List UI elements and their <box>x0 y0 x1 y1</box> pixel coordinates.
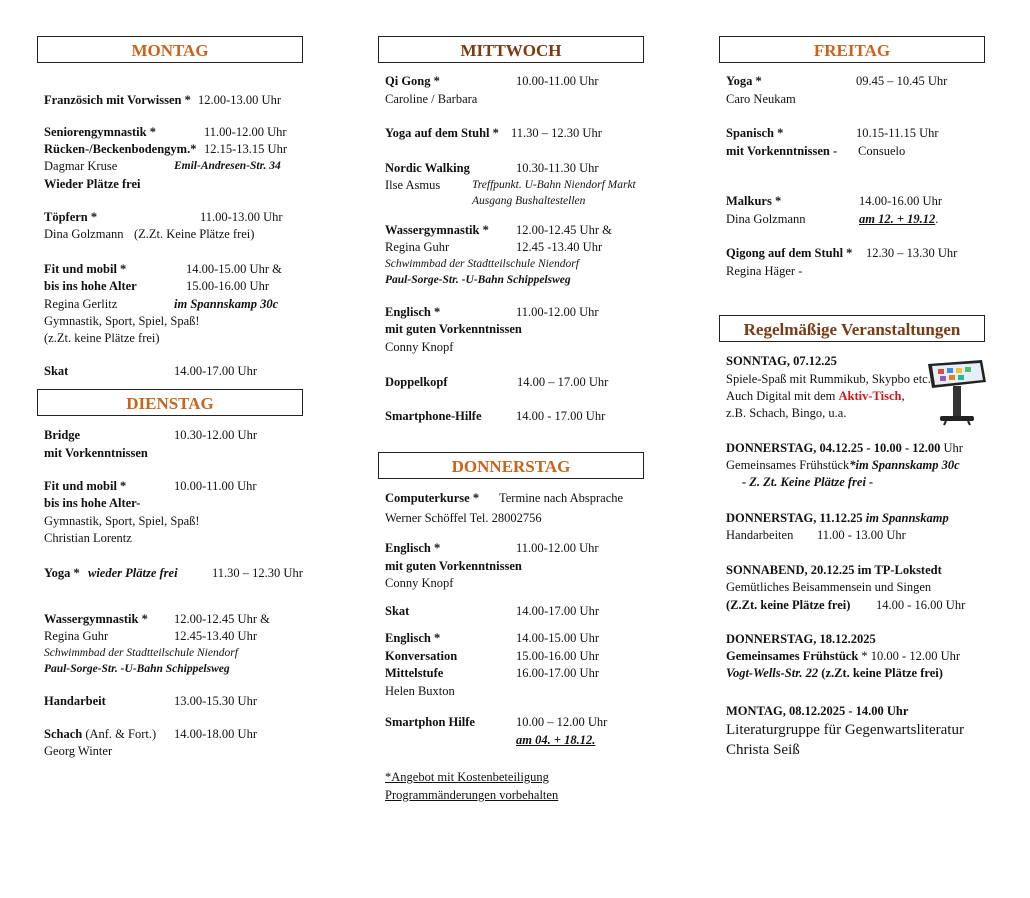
dienstag-bridge-time: 10.30-12.00 Uhr <box>174 428 257 442</box>
regel-e4-l2: (Z.Zt. keine Plätze frei) <box>726 598 851 612</box>
freitag-spanisch-sub: mit Vorkenntnissen - <box>726 144 838 158</box>
montag-senioren-note: Wieder Plätze frei <box>44 177 141 191</box>
dienstag-yoga-name: Yoga * <box>44 566 80 580</box>
montag-fit-leader: Regina Gerlitz <box>44 297 118 311</box>
mittwoch-nordic-name: Nordic Walking <box>385 161 470 175</box>
mittwoch-wasser-time1: 12.00-12.45 Uhr & <box>516 223 612 237</box>
montag-fit-time2: 15.00-16.00 Uhr <box>186 279 269 293</box>
dienstag-wasser-time1: 12.00-12.45 Uhr & <box>174 612 270 626</box>
regel-e1-l2a: Auch Digital mit dem <box>726 389 839 403</box>
donnerstag-englisch2-name2: Konversation <box>385 649 458 663</box>
mittwoch-englisch-time: 11.00-12.00 Uhr <box>516 305 599 319</box>
footer-kosten: *Angebot mit Kostenbeteiligung <box>385 770 549 784</box>
mittwoch-smartphone-name: Smartphone-Hilfe <box>385 409 482 423</box>
donnerstag-englisch2-time1: 14.00-15.00 Uhr <box>516 631 599 645</box>
mittwoch-englisch-sub: mit guten Vorkenntnissen <box>385 322 522 336</box>
donnerstag-englisch-name: Englisch * <box>385 541 441 555</box>
montag-senioren-leader: Dagmar Kruse <box>44 159 118 173</box>
montag-franzoesisch-time: 12.00-13.00 Uhr <box>198 93 281 107</box>
mittwoch-qigong-name: Qi Gong * <box>385 74 440 88</box>
dienstag-fit-name: Fit und mobil * <box>44 479 127 493</box>
dienstag-schach-extra: (Anf. & Fort.) <box>85 727 157 741</box>
dienstag-schach-leader: Georg Winter <box>44 744 113 758</box>
freitag-qigong-time: 12.30 – 13.30 Uhr <box>866 246 958 260</box>
header-mittwoch: MITTWOCH <box>378 36 644 63</box>
header-freitag: FREITAG <box>719 36 985 63</box>
montag-fit-name: Fit und mobil * <box>44 262 127 276</box>
header-dienstag: DIENSTAG <box>37 389 303 416</box>
freitag-yoga-leader: Caro Neukam <box>726 92 796 106</box>
mittwoch-wasser-place2: Paul-Sorge-Str. -U-Bahn Schippelsweg <box>385 274 571 286</box>
regel-e5-l1b: * 10.00 - 12.00 Uhr <box>858 649 961 663</box>
regel-e3-head: DONNERSTAG, 11.12.25 <box>726 511 863 525</box>
regel-e4-time: 14.00 - 16.00 Uhr <box>876 598 966 612</box>
header-donnerstag: DONNERSTAG <box>378 452 644 479</box>
montag-fit-name2: bis ins hohe Alter <box>44 279 137 293</box>
mittwoch-englisch-name: Englisch * <box>385 305 441 319</box>
montag-fit-time1: 14.00-15.00 Uhr & <box>186 262 282 276</box>
donnerstag-englisch2-time2: 15.00-16.00 Uhr <box>516 649 599 663</box>
regel-e2-l1 <box>726 457 960 474</box>
mittwoch-nordic-meet1: Treffpunkt. U-Bahn Niendorf Markt <box>472 179 636 191</box>
mittwoch-qigong-leader: Caroline / Barbara <box>385 92 478 106</box>
montag-senioren-time1: 11.00-12.00 Uhr <box>204 125 287 139</box>
montag-senioren-name: Seniorengymnastik * <box>44 125 156 139</box>
montag-toepfern-time: 11.00-13.00 Uhr <box>200 210 283 224</box>
dienstag-wasser-name: Wassergymnastik * <box>44 612 148 626</box>
montag-ruecken-time: 12.15-13.15 Uhr <box>204 142 287 156</box>
dienstag-schach <box>44 726 156 743</box>
freitag-spanisch-leader: Consuelo <box>858 144 906 158</box>
dienstag-wasser-place2: Paul-Sorge-Str. -U-Bahn Schippelsweg <box>44 663 230 675</box>
mittwoch-doppelkopf-name: Doppelkopf <box>385 375 448 389</box>
freitag-yoga-time: 09.45 – 10.45 Uhr <box>856 74 948 88</box>
donnerstag-englisch-leader: Conny Knopf <box>385 576 454 590</box>
montag-toepfern-leader: Dina Golzmann <box>44 227 124 241</box>
montag-toepfern-note: (Z.Zt. Keine Plätze frei) <box>134 227 255 241</box>
mittwoch-wasser-place1: Schwimmbad der Stadtteilschule Niendorf <box>385 258 579 270</box>
mittwoch-englisch-leader: Conny Knopf <box>385 340 454 354</box>
regel-e1-l1: Spiele-Spaß mit Rummikub, Skypbo etc. <box>726 372 931 386</box>
donnerstag-englisch2-name1: Englisch * <box>385 631 441 645</box>
freitag-malkurs-time: 14.00-16.00 Uhr <box>859 194 942 208</box>
donnerstag-skat-time: 14.00-17.00 Uhr <box>516 604 599 618</box>
freitag-spanisch-time: 10.15-11.15 Uhr <box>856 126 939 140</box>
dienstag-yoga-time: 11.30 – 12.30 Uhr <box>212 566 303 580</box>
dienstag-handarbeit-time: 13.00-15.30 Uhr <box>174 694 257 708</box>
regel-e1-aktiv-tisch: Aktiv-Tisch <box>838 389 902 403</box>
dienstag-fit-leader: Christian Lorentz <box>44 531 132 545</box>
freitag-malkurs-name: Malkurs * <box>726 194 782 208</box>
mittwoch-wasser-name: Wassergymnastik * <box>385 223 489 237</box>
mittwoch-smartphone-time: 14.00 - 17.00 Uhr <box>516 409 606 423</box>
dienstag-bridge-sub: mit Vorkenntnissen <box>44 446 148 460</box>
regel-e2-head-line <box>726 440 963 457</box>
freitag-yoga-name: Yoga * <box>726 74 762 88</box>
dienstag-fit-sub: bis ins hohe Alter- <box>44 496 141 510</box>
mittwoch-wasser-time2: 12.45 -13.40 Uhr <box>516 240 603 254</box>
freitag-spanisch-name: Spanisch * <box>726 126 784 140</box>
regel-e5-l2 <box>726 665 943 682</box>
regel-e6-l1: Literaturgruppe für Gegenwartsliteratur <box>726 722 964 738</box>
donnerstag-smartphon-name: Smartphon Hilfe <box>385 715 475 729</box>
dienstag-handarbeit-name: Handarbeit <box>44 694 106 708</box>
donnerstag-computer-name: Computerkurse * <box>385 491 480 505</box>
freitag-malkurs-dates-wrap: am 12. + 19.12. <box>859 212 939 226</box>
dienstag-fit-desc: Gymnastik, Sport, Spiel, Spaß! <box>44 514 200 528</box>
header-montag: MONTAG <box>37 36 303 63</box>
aktiv-tisch-icon <box>924 358 988 426</box>
regel-e1-head: SONNTAG, 07.12.25 <box>726 354 837 368</box>
mittwoch-doppelkopf-time: 14.00 – 17.00 Uhr <box>517 375 609 389</box>
regel-e1-l3: z.B. Schach, Bingo, u.a. <box>726 406 847 420</box>
regel-e5-l2a: Vogt-Wells-Str. 22 <box>726 666 819 680</box>
regel-e5-l1a: Gemeinsames Frühstück <box>726 649 859 663</box>
freitag-malkurs-leader: Dina Golzmann <box>726 212 806 226</box>
regel-e5-head: DONNERSTAG, 18.12.2025 <box>726 632 876 646</box>
donnerstag-englisch2-time3: 16.00-17.00 Uhr <box>516 666 599 680</box>
montag-fit-note: (z.Zt. keine Plätze frei) <box>44 331 160 345</box>
montag-fit-place: im Spannskamp 30c <box>174 297 279 311</box>
footer-aenderungen: Programmänderungen vorbehalten <box>385 788 559 802</box>
dienstag-wasser-place1: Schwimmbad der Stadtteilschule Niendorf <box>44 647 238 659</box>
dienstag-wasser-leader: Regina Guhr <box>44 629 109 643</box>
freitag-qigong-leader: Regina Häger - <box>726 264 803 278</box>
donnerstag-englisch-sub: mit guten Vorkenntnissen <box>385 559 522 573</box>
montag-skat-name: Skat <box>44 364 69 378</box>
donnerstag-smartphon-time: 10.00 – 12.00 Uhr <box>516 715 608 729</box>
mittwoch-yoga-name: Yoga auf dem Stuhl * <box>385 126 499 140</box>
regel-e2-l1a: Gemeinsames Frühstück <box>726 458 850 472</box>
montag-franzoesisch-name: Französich mit Vorwissen * <box>44 93 191 107</box>
regel-e6-l2: Christa Seiß <box>726 742 800 758</box>
montag-toepfern-name: Töpfern * <box>44 210 98 224</box>
montag-ruecken-name: Rücken-/Beckenbodengym.* <box>44 142 197 156</box>
freitag-qigong-name: Qigong auf dem Stuhl * <box>726 246 853 260</box>
donnerstag-englisch2-leader: Helen Buxton <box>385 684 455 698</box>
montag-senioren-place: Emil-Andresen-Str. 34 <box>174 160 281 172</box>
dienstag-bridge-name: Bridge <box>44 428 81 442</box>
regel-e3-l1: Handarbeiten <box>726 528 794 542</box>
regel-e5-l2b: (z.Zt. keine Plätze frei) <box>818 666 943 680</box>
regel-e2-head: DONNERSTAG, 04.12.25 - 10.00 - 12.00 <box>726 441 941 455</box>
dienstag-fit-time: 10.00-11.00 Uhr <box>174 479 257 493</box>
mittwoch-wasser-leader: Regina Guhr <box>385 240 450 254</box>
regel-e3-time: 11.00 - 13.00 Uhr <box>817 528 906 542</box>
dienstag-wasser-time2: 12.45-13.40 Uhr <box>174 629 257 643</box>
donnerstag-smartphon-dates: am 04. + 18.12. <box>516 733 596 747</box>
montag-fit-desc: Gymnastik, Sport, Spiel, Spaß! <box>44 314 200 328</box>
freitag-malkurs-dates: am 12. + 19.12 <box>859 212 936 226</box>
regel-e2-l1b: *im Spannskamp 30c <box>849 458 960 472</box>
dienstag-schach-time: 14.00-18.00 Uhr <box>174 727 257 741</box>
donnerstag-englisch-time: 11.00-12.00 Uhr <box>516 541 599 555</box>
donnerstag-englisch2-name3: Mittelstufe <box>385 666 444 680</box>
mittwoch-yoga-time: 11.30 – 12.30 Uhr <box>511 126 602 140</box>
mittwoch-qigong-time: 10.00-11.00 Uhr <box>516 74 599 88</box>
regel-e3-head-line <box>726 510 949 527</box>
dienstag-schach-name: Schach <box>44 727 83 741</box>
mittwoch-nordic-meet2: Ausgang Bushaltestellen <box>472 195 586 207</box>
regel-e4-head: SONNABEND, 20.12.25 im TP-Lokstedt <box>726 563 942 577</box>
donnerstag-computer-leader: Werner Schöffel Tel. 28002756 <box>385 511 542 525</box>
regel-e4-l1: Gemütliches Beisammensein und Singen <box>726 580 932 594</box>
regel-e2-l2: - Z. Zt. Keine Plätze frei - <box>742 475 874 489</box>
mittwoch-nordic-time: 10.30-11.30 Uhr <box>516 161 599 175</box>
regel-e2-head-unit: Uhr <box>943 441 963 455</box>
donnerstag-computer-time: Termine nach Absprache <box>499 491 624 505</box>
dienstag-yoga-note: wieder Plätze frei <box>88 566 178 580</box>
donnerstag-skat-name: Skat <box>385 604 410 618</box>
header-regelmaessig: Regelmäßige Veranstaltungen <box>719 315 985 342</box>
regel-e1-l2: Auch Digital mit dem Aktiv-Tisch, <box>726 389 905 403</box>
regel-e5-l1 <box>726 648 960 665</box>
regel-e6-head: MONTAG, 08.12.2025 - 14.00 Uhr <box>726 704 909 718</box>
regel-e3-place: im Spannskamp <box>865 511 949 525</box>
mittwoch-nordic-leader: Ilse Asmus <box>385 178 441 192</box>
montag-skat-time: 14.00-17.00 Uhr <box>174 364 257 378</box>
